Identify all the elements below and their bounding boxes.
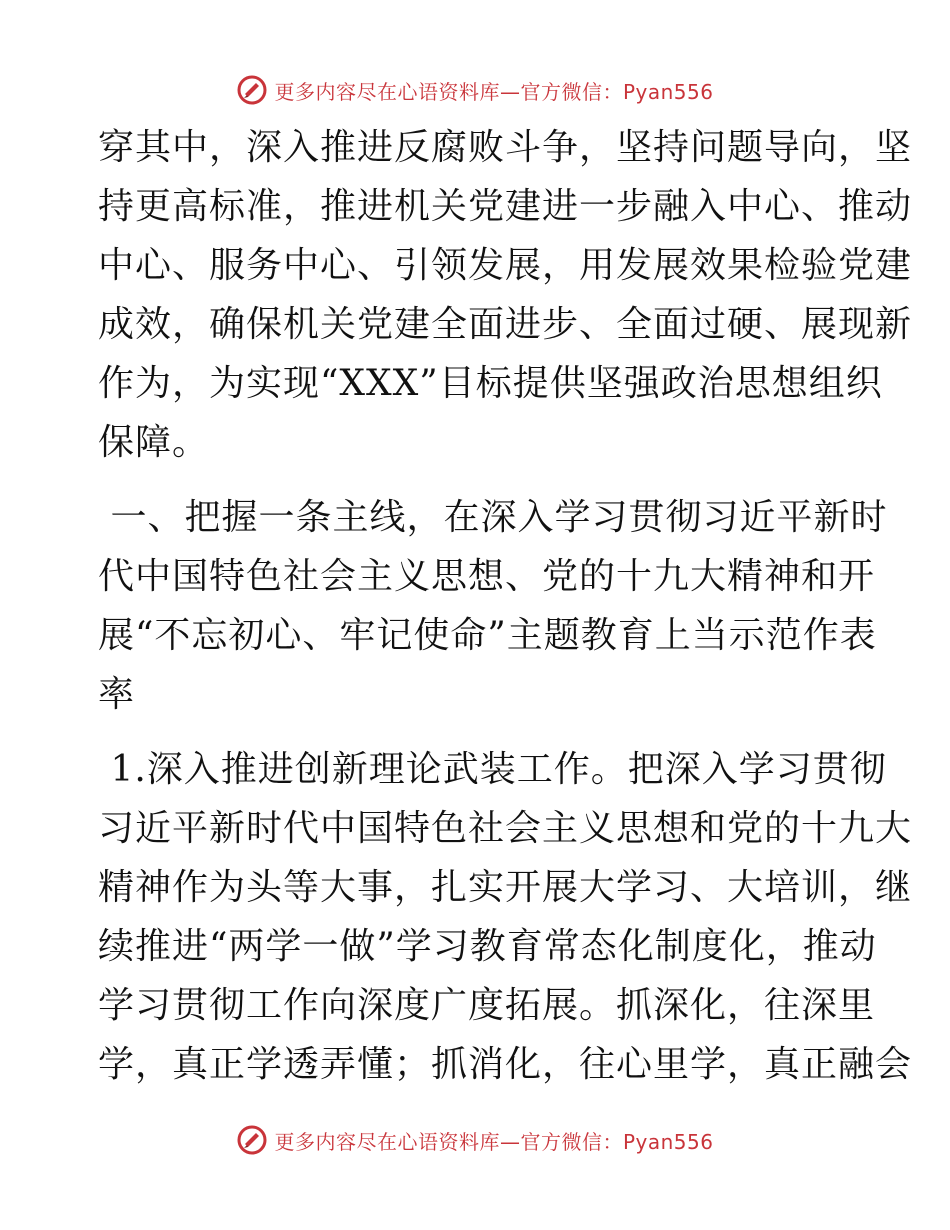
text-line: 成效，确保机关党建全面进步、全面过硬、展现新 xyxy=(98,304,913,345)
document-body xyxy=(98,118,913,1094)
text-line: 持更高标准，推进机关党建进一步融入中心、推动 xyxy=(98,186,913,227)
text-line: 穿其中，深入推进反腐败斗争，坚持问题导向，坚 xyxy=(98,127,913,168)
text-line: 学，真正学透弄懂；抓消化，往心里学，真正融会 xyxy=(98,1044,913,1085)
text-line: 1.深入推进创新理论武装工作。把深入学习贯彻 xyxy=(98,749,887,790)
header-banner xyxy=(0,70,950,110)
heading-line: 展“不忘初心、牢记使命”主题教育上当示范作表 xyxy=(98,615,877,656)
text-line: 学习贯彻工作向深度广度拓展。抓深化，往深里 xyxy=(98,985,876,1026)
text-line: 习近平新时代中国特色社会主义思想和党的十九大 xyxy=(98,808,913,849)
heading-line: 率 xyxy=(98,674,136,715)
brand-logo-icon xyxy=(236,74,268,106)
brand-logo-icon xyxy=(236,1124,268,1156)
header-banner-text: 更多内容尽在心语资料库—官方微信：Pyan556 xyxy=(274,79,714,104)
footer-banner-text: 更多内容尽在心语资料库—官方微信：Pyan556 xyxy=(274,1129,714,1154)
heading-line: 一、把握一条主线，在深入学习贯彻习近平新时 xyxy=(98,497,888,538)
text-line: 续推进“两学一做”学习教育常态化制度化，推动 xyxy=(98,926,877,967)
text-line: 保障。 xyxy=(98,422,210,463)
footer-banner xyxy=(0,1120,950,1160)
text-line: 作为，为实现“XXX”目标提供坚强政治思想组织 xyxy=(98,363,883,404)
text-line: 精神作为头等大事，扎实开展大学习、大培训，继 xyxy=(98,867,913,908)
paragraph-item-1 xyxy=(98,740,913,1094)
section-heading xyxy=(98,488,888,724)
paragraph-continuation xyxy=(98,118,913,472)
text-line: 中心、服务中心、引领发展，用发展效果检验党建 xyxy=(98,245,913,286)
heading-line: 代中国特色社会主义思想、党的十九大精神和开 xyxy=(98,556,876,597)
